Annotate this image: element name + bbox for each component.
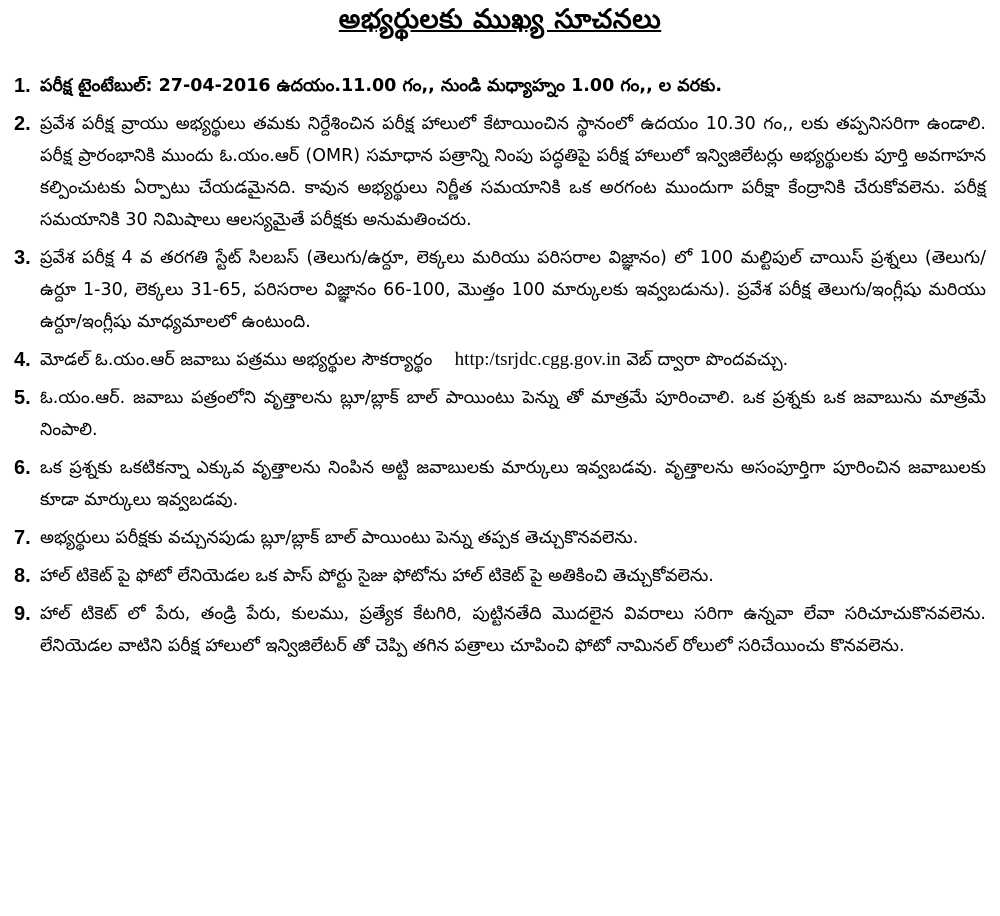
- instruction-item-3: [14, 242, 986, 338]
- instruction-item-9: [14, 598, 986, 662]
- instruction-number: 8.: [14, 565, 31, 587]
- instruction-item-7: [14, 522, 986, 554]
- instruction-text-part: మోడల్ ఓ.యం.ఆర్ జవాబు పత్రము అభ్యర్థుల సౌకర్యార్థం: [40, 350, 433, 370]
- instruction-item-5: [14, 382, 986, 446]
- instruction-number: 7.: [14, 527, 31, 549]
- instruction-number: 1.: [14, 75, 31, 97]
- website-link[interactable]: http:/tsrjdc.cgg.gov.in: [454, 349, 621, 370]
- instruction-text: ఒక ప్రశ్నకు ఒకటికన్నా ఎక్కువ వృత్తాలను నింపిన అట్టి జవాబులకు మార్కులు ఇవ్వబడవు. వృత్తాలను అసంపూర్తిగా పూరించిన జవాబులకు కూడా మార్కులు ఇవ్వబడవు.: [40, 458, 986, 510]
- instruction-text: ఓ.యం.ఆర్. జవాబు పత్రంలోని వృత్తాలను బ్లూ/బ్లాక్ బాల్ పాయింటు పెన్ను తో మాత్రమే పూరించాలి. ఒక ప్రశ్నకు ఒక జవాబును మాత్రమే నింపాలి.: [40, 388, 986, 440]
- page-title: అభ్యర్థులకు ముఖ్య సూచనలు: [338, 4, 662, 35]
- instruction-text: హాల్ టికెట్ లో పేరు, తండ్రి పేరు, కులము, ప్రత్యేక కేటగిరి, పుట్టినతేది మొదలైన వివరాలు సరిగా ఉన్నవా లేవా సరిచూచుకొనవలెను. లేనియెడల వాటిని పరీక్ష హాలులో ఇన్విజిలేటర్ తో చెప్పి తగిన పత్రాలు చూపించి ఫోటో నామినల్ రోలులో సరిచేయించు కొనవలెను.: [40, 604, 986, 656]
- instruction-text: అభ్యర్థులు పరీక్షకు వచ్చునపుడు బ్లూ/బ్లాక్ బాల్ పాయింటు పెన్ను తప్పక తెచ్చుకొనవలెను.: [40, 528, 639, 548]
- instruction-text-part: వెబ్ ద్వారా పొందవచ్చు.: [626, 350, 789, 370]
- instruction-text: పరీక్ష టైంటేబుల్: 27-04-2016 ఉదయం.11.00 గం,, నుండి మధ్యాహ్నం 1.00 గం,, ల వరకు.: [40, 76, 722, 96]
- instruction-text: హాల్ టికెట్ పై ఫోటో లేనియెడల ఒక పాస్ పోర్టు సైజు ఫోటోను హాల్ టికెట్ పై అతికించి తెచ్చుకోవలెను.: [40, 566, 714, 586]
- instruction-text: [40, 344, 986, 376]
- instruction-number: 2.: [14, 113, 31, 135]
- instruction-item-2: [14, 108, 986, 236]
- instruction-number: 3.: [14, 247, 31, 269]
- instruction-text: ప్రవేశ పరీక్ష 4 వ తరగతి స్టేట్ సిలబస్ (తెలుగు/ఉర్దూ, లెక్కలు మరియు పరిసరాల విజ్ఞానం) లో 100 మల్టిపుల్ చాయిస్ ప్రశ్నలు (తెలుగు/ఉర్దూ 1-30, లెక్కలు 31-65, పరిసరాల విజ్ఞానం 66-100, మొత్తం 100 మార్కులకు ఇవ్వబడును). ప్రవేశ పరీక్ష తెలుగు/ఇంగ్లీషు మరియు ఉర్దూ/ఇంగ్లీషు మాధ్యమాలలో ఉంటుంది.: [40, 248, 986, 332]
- instruction-number: 6.: [14, 457, 31, 479]
- instruction-number: 5.: [14, 387, 31, 409]
- instruction-item-4: [14, 344, 986, 376]
- instructions-list: [14, 70, 986, 668]
- instruction-number: 9.: [14, 603, 31, 625]
- instruction-item-6: [14, 452, 986, 516]
- instruction-item-1: [14, 70, 986, 102]
- instruction-item-8: [14, 560, 986, 592]
- instruction-number: 4.: [14, 349, 31, 371]
- instruction-text: ప్రవేశ పరీక్ష వ్రాయు అభ్యర్థులు తమకు నిర్దేశించిన పరీక్ష హాలులో కేటాయించిన స్థానంలో ఉదయం 10.30 గం,, లకు తప్పనిసరిగా ఉండాలి. పరీక్ష ప్రారంభానికి ముందు ఓ.యం.ఆర్ (OMR) సమాధాన పత్రాన్ని నింపు పద్ధతిపై పరీక్ష హాలులో ఇన్విజిలేటర్లు అభ్యర్థులకు పూర్తి అవగాహన కల్పించుటకు ఏర్పాటు చేయడమైనది. కావున అభ్యర్థులు నిర్ణీత సమయానికి ఒక అరగంట ముందుగా పరీక్షా కేంద్రానికి చేరుకోవలెను. పరీక్ష సమయానికి 30 నిమిషాలు ఆలస్యమైతే పరీక్షకు అనుమతించరు.: [40, 114, 986, 230]
